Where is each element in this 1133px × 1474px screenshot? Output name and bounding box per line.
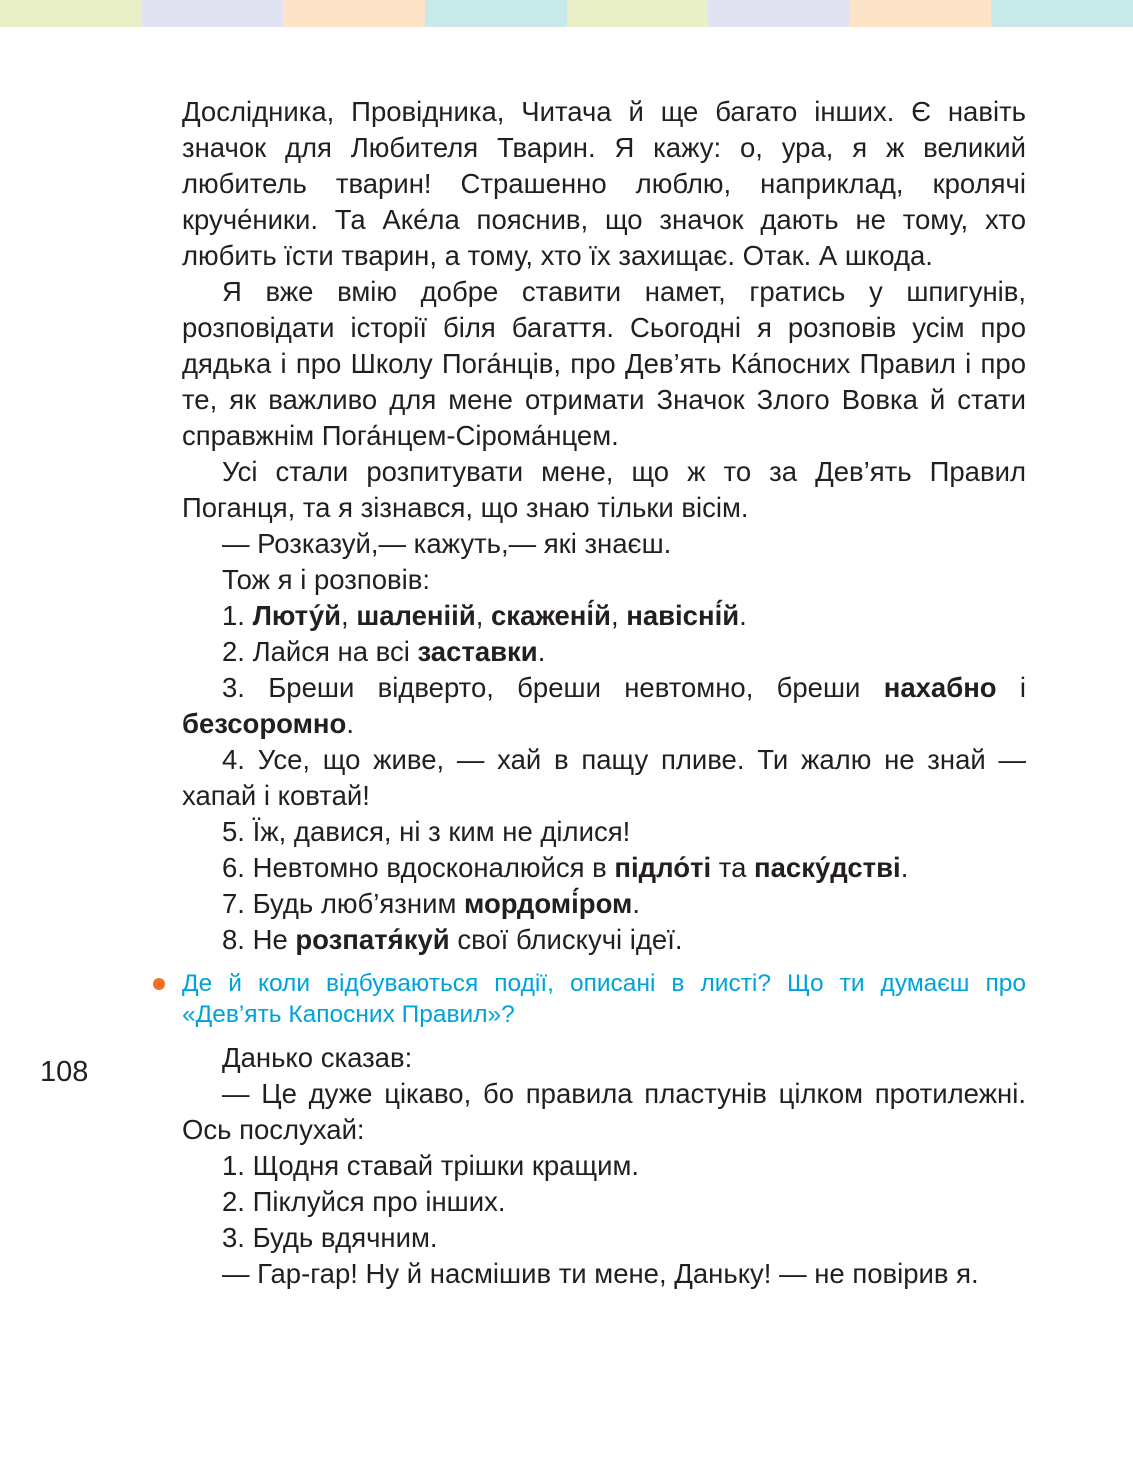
rule-text: Будь люб’язним xyxy=(252,888,457,919)
bold-term: підло́ті xyxy=(614,852,712,883)
rule-item-4 xyxy=(182,742,1026,814)
paragraph: Тож я і розповів: xyxy=(222,564,430,595)
rule-number: 4. xyxy=(222,744,245,775)
punct: . xyxy=(739,600,747,631)
rule-text: Усе, що живе, — хай в пащу пливе. Ти жалю не знай — хапай і ковтай! xyxy=(182,744,1027,811)
rule-text: Не xyxy=(252,924,288,955)
punct: . xyxy=(537,636,546,667)
punct: , xyxy=(341,600,349,631)
bold-term: скажені́й xyxy=(491,600,611,631)
bold-term: заставки xyxy=(417,636,538,667)
rule-number: 6. xyxy=(222,852,245,883)
rule-text: свої блискучі ідеї. xyxy=(457,924,683,955)
paragraph: Я вже вмію добре ставити намет, гратись у шпигунів, розповідати історії біля багаття. Сьогодні я розповів усім про дядька і про Школу Пога́нців, про Дев’ять Ка́посних Правил і про те, як важливо для мене отримати Значок Злого Вовка й стати справжнім Пога́нцем-Сірома́нцем. xyxy=(182,276,1026,451)
stripe-segment xyxy=(567,0,709,27)
punct: , xyxy=(610,600,619,631)
dialogue-line: — Це дуже цікаво, бо правила пластунів цілком протилежні. Ось послухай: xyxy=(182,1078,1026,1145)
question-text: Де й коли відбуваються події, описані в листі? Що ти думаєш про «Дев’ять Капосних Правил»? xyxy=(182,970,1026,1028)
list-item: 3. Будь вдячним. xyxy=(222,1222,438,1253)
paragraph: Дослідника, Провідника, Читача й ще багато інших. Є навіть значок для Любителя Тварин. Я кажу: о, ура, я ж великий любитель тварин! Страшенно люблю, наприклад, кролячі круче́ники. Та Аке́ла пояснив, що значок дають не тому, хто любить їсти тварин, а тому, хто їх захищає. Отак. А шкода. xyxy=(182,96,1026,271)
rule-number: 5. xyxy=(222,816,245,847)
stripe-segment xyxy=(283,0,425,27)
list-item: 2. Піклуйся про інших. xyxy=(222,1186,506,1217)
punct: , xyxy=(475,600,484,631)
rule-text: та xyxy=(718,852,747,883)
bold-term: навісні́й xyxy=(626,600,740,631)
rule-number: 7. xyxy=(222,888,245,919)
rule-item-2 xyxy=(182,634,1026,670)
rule-text: і xyxy=(1019,672,1027,703)
stripe-segment xyxy=(142,0,284,27)
list-item: 1. Щодня ставай трішки кращим. xyxy=(222,1150,639,1181)
rule-number: 1. xyxy=(222,600,245,631)
bold-term: шаленіій xyxy=(356,600,476,631)
paragraph: Усі стали розпитувати мене, що ж то за Дев’ять Правил Поганця, та я зізнався, що знаю тільки вісім. xyxy=(182,456,1026,523)
dialogue-line: — Гар-гар! Ну й насмішив ти мене, Даньку! — не повірив я. xyxy=(222,1258,979,1289)
bold-term: розпатя́куй xyxy=(295,924,450,955)
page-body xyxy=(182,94,1026,1292)
rule-text: Їж, давися, ні з ким не ділися! xyxy=(252,816,631,847)
rule-text: Лайся на всі xyxy=(252,636,410,667)
rule-item-1 xyxy=(182,598,1026,634)
rule-item-3 xyxy=(182,670,1026,742)
stripe-segment xyxy=(991,0,1133,27)
top-color-stripe xyxy=(0,0,1133,27)
rule-item-7 xyxy=(182,886,1026,922)
rule-number: 3. xyxy=(222,672,245,703)
bold-term: мордомі́ром xyxy=(464,888,633,919)
discussion-question xyxy=(182,968,1026,1030)
bold-term: нахабно xyxy=(883,672,997,703)
stripe-segment xyxy=(0,0,142,27)
orange-bullet-icon xyxy=(153,978,165,990)
punct: . xyxy=(632,888,640,919)
dialogue-line: — Розказуй,— кажуть,— які знаєш. xyxy=(222,528,672,559)
bold-term: паску́дстві xyxy=(754,852,901,883)
rule-item-8 xyxy=(182,922,1026,958)
bold-term: Люту́й xyxy=(252,600,342,631)
rule-text: Бреши відверто, бреши невтомно, бреши xyxy=(268,672,861,703)
stripe-segment xyxy=(708,0,850,27)
rule-item-5 xyxy=(182,814,1026,850)
bold-term: безсоромно xyxy=(182,708,347,739)
page-number: 108 xyxy=(40,1056,89,1088)
rule-item-6 xyxy=(182,850,1026,886)
punct: . xyxy=(900,852,909,883)
stripe-segment xyxy=(850,0,992,27)
paragraph: Данько сказав: xyxy=(222,1042,413,1073)
rule-text: Невтомно вдосконалюйся в xyxy=(252,852,607,883)
rule-number: 2. xyxy=(222,636,245,667)
rule-number: 8. xyxy=(222,924,245,955)
stripe-segment xyxy=(425,0,567,27)
punct: . xyxy=(346,708,354,739)
